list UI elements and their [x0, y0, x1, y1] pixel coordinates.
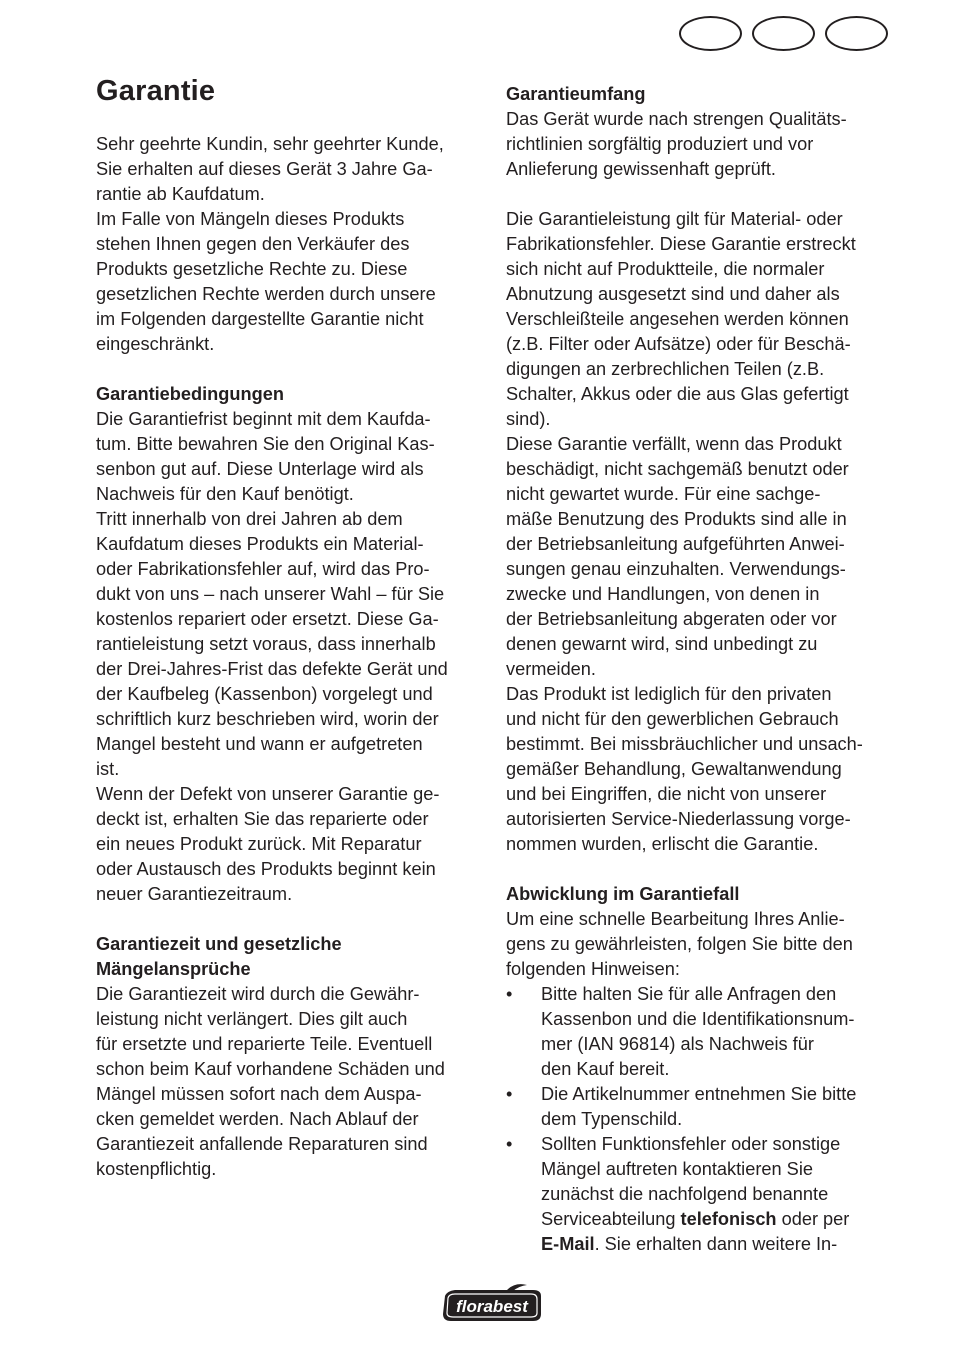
text-line: ist. — [96, 759, 120, 779]
text-line — [541, 1207, 896, 1232]
emphasis-telefonisch: telefonisch — [680, 1209, 777, 1229]
text-line: dukt von uns – nach unserer Wahl – für Sie — [96, 584, 445, 604]
text-line: gemäßer Behandlung, Gewaltanwendung — [506, 759, 842, 779]
text-line: richtlinien sorgfältig produziert und vor — [506, 134, 814, 154]
instruction-list — [506, 982, 896, 1257]
text-line: beschädigt, nicht sachgemäß benutzt oder — [506, 459, 849, 479]
text-line: Das Gerät wurde nach strengen Qualitäts- — [506, 109, 847, 129]
text-line: leistung nicht verlängert. Dies gilt auch — [96, 1009, 408, 1029]
text-line: Schalter, Akkus oder die aus Glas gefertigt — [506, 384, 849, 404]
text-line: autorisierten Service-Niederlassung vorge- — [506, 809, 851, 829]
text-line: der Betriebsanleitung aufgeführten Anwei- — [506, 534, 845, 554]
text-line: rantieleistung setzt voraus, dass innerhalb — [96, 634, 436, 654]
text-line: Anlieferung gewissenhaft geprüft. — [506, 159, 776, 179]
language-badges — [679, 16, 889, 51]
section-heading: Mängelansprüche — [96, 959, 251, 979]
list-item — [506, 982, 896, 1082]
intro-paragraph — [96, 132, 484, 357]
section-heading: Garantieumfang — [506, 84, 646, 104]
text-line: Diese Garantie verfällt, wenn das Produkt — [506, 434, 842, 454]
text-line: vermeiden. — [506, 659, 596, 679]
scope-details — [506, 207, 896, 857]
text-line: bestimmt. Bei missbräuchlicher und unsach- — [506, 734, 863, 754]
bullet-icon: • — [506, 1084, 513, 1104]
text-line: dem Typenschild. — [541, 1109, 683, 1129]
handling-section — [506, 882, 896, 1257]
conditions-section — [96, 382, 484, 907]
text-line: ein neues Produkt zurück. Mit Reparatur — [96, 834, 422, 854]
text-line: Mangel besteht und wann er aufgetreten — [96, 734, 423, 754]
list-item — [506, 1082, 896, 1132]
text-line: neuer Garantiezeitraum. — [96, 884, 293, 904]
language-badge-2 — [752, 16, 815, 51]
text-line: tum. Bitte bewahren Sie den Original Kas- — [96, 434, 435, 454]
language-badge-1 — [679, 16, 742, 51]
text-line: Im Falle von Mängeln dieses Produkts — [96, 209, 405, 229]
text-line: schon beim Kauf vorhandene Schäden und — [96, 1059, 445, 1079]
logo-wordmark: florabest — [456, 1297, 528, 1316]
text-line: cken gemeldet werden. Nach Ablauf der — [96, 1109, 419, 1129]
text-line: digungen an zerbrechlichen Teilen (z.B. — [506, 359, 825, 379]
text-line: Produkts gesetzliche Rechte zu. Diese — [96, 259, 408, 279]
text-line: Die Artikelnummer entnehmen Sie bitte — [541, 1084, 857, 1104]
period-section — [96, 932, 484, 1182]
text-line: den Kauf bereit. — [541, 1059, 670, 1079]
text-line: zwecke und Handlungen, von denen in — [506, 584, 820, 604]
text-line: im Folgenden dargestellte Garantie nicht — [96, 309, 424, 329]
text-line: Verschleißteile angesehen werden können — [506, 309, 849, 329]
text-span: Serviceabteilung — [541, 1209, 681, 1229]
text-line: nicht gewartet wurde. Für eine sachge- — [506, 484, 821, 504]
language-badge-3 — [825, 16, 888, 51]
text-line: und bei Eingriffen, die nicht von unserer — [506, 784, 827, 804]
text-line: denen gewarnt wird, sind unbedingt zu — [506, 634, 818, 654]
text-line: oder Fabrikationsfehler auf, wird das Pro- — [96, 559, 430, 579]
bullet-icon: • — [506, 984, 513, 1004]
text-line: Um eine schnelle Bearbeitung Ihres Anlie- — [506, 909, 845, 929]
text-line: kostenlos repariert oder ersetzt. Diese Ga- — [96, 609, 439, 629]
text-span: oder per — [776, 1209, 850, 1229]
text-line: Nachweis für den Kauf benötigt. — [96, 484, 354, 504]
text-line: Sehr geehrte Kundin, sehr geehrter Kunde, — [96, 134, 444, 154]
text-line: eingeschränkt. — [96, 334, 215, 354]
text-line: zunächst die nachfolgend benannte — [541, 1184, 829, 1204]
text-line: Kassenbon und die Identifikationsnum- — [541, 1009, 855, 1029]
text-line: mer (IAN 96814) als Nachweis für — [541, 1034, 814, 1054]
text-line: Sollten Funktionsfehler oder sonstige — [541, 1134, 841, 1154]
text-line: Tritt innerhalb von drei Jahren ab dem — [96, 509, 403, 529]
text-line: gesetzlichen Rechte werden durch unsere — [96, 284, 436, 304]
bullet-icon: • — [506, 1134, 513, 1154]
text-line — [541, 1232, 896, 1257]
text-line: kostenpflichtig. — [96, 1159, 217, 1179]
text-line: mäße Benutzung des Produkts sind alle in — [506, 509, 847, 529]
text-line: sich nicht auf Produktteile, die normaler — [506, 259, 825, 279]
text-line: stehen Ihnen gegen den Verkäufer des — [96, 234, 410, 254]
text-line: nommen wurden, erlischt die Garantie. — [506, 834, 819, 854]
florabest-logo-graphic — [437, 1284, 549, 1326]
section-heading: Garantiebedingungen — [96, 384, 284, 404]
text-line: Abnutzung ausgesetzt sind und daher als — [506, 284, 840, 304]
text-line: Garantiezeit anfallende Reparaturen sind — [96, 1134, 428, 1154]
text-line: sungen genau einzuhalten. Verwendungs- — [506, 559, 846, 579]
section-heading: Garantiezeit und gesetzliche — [96, 934, 342, 954]
text-line: der Kaufbeleg (Kassenbon) vorgelegt und — [96, 684, 433, 704]
text-line: senbon gut auf. Diese Unterlage wird als — [96, 459, 424, 479]
text-line: deckt ist, erhalten Sie das reparierte oder — [96, 809, 429, 829]
text-line: Mängel müssen sofort nach dem Auspa- — [96, 1084, 422, 1104]
scope-section — [506, 82, 896, 182]
text-line: Die Garantieleistung gilt für Material- oder — [506, 209, 843, 229]
text-line: rantie ab Kaufdatum. — [96, 184, 265, 204]
text-line: Fabrikationsfehler. Diese Garantie erstreckt — [506, 234, 856, 254]
text-line: Mängel auftreten kontaktieren Sie — [541, 1159, 813, 1179]
text-line: der Betriebsanleitung abgeraten oder vor — [506, 609, 837, 629]
text-span: . Sie erhalten dann weitere In- — [594, 1234, 838, 1254]
text-line: für ersetzte und reparierte Teile. Eventuell — [96, 1034, 433, 1054]
text-line: Das Produkt ist lediglich für den privaten — [506, 684, 832, 704]
text-line: schriftlich kurz beschrieben wird, worin der — [96, 709, 439, 729]
text-line: der Drei-Jahres-Frist das defekte Gerät und — [96, 659, 448, 679]
text-line: Die Garantiezeit wird durch die Gewähr- — [96, 984, 420, 1004]
text-line: oder Austausch des Produkts beginnt kein — [96, 859, 436, 879]
text-line: gens zu gewährleisten, folgen Sie bitte den — [506, 934, 853, 954]
text-line: Sie erhalten auf dieses Gerät 3 Jahre Ga- — [96, 159, 433, 179]
text-line: Kaufdatum dieses Produkts ein Material- — [96, 534, 424, 554]
emphasis-email: E-Mail — [541, 1234, 595, 1254]
text-line: Die Garantiefrist beginnt mit dem Kaufda- — [96, 409, 431, 429]
text-line: Bitte halten Sie für alle Anfragen den — [541, 984, 837, 1004]
text-line: und nicht für den gewerblichen Gebrauch — [506, 709, 839, 729]
section-heading: Abwicklung im Garantiefall — [506, 884, 740, 904]
text-line: folgenden Hinweisen: — [506, 959, 680, 979]
text-line: sind). — [506, 409, 551, 429]
list-item — [506, 1132, 896, 1257]
page-title: Garantie — [96, 75, 216, 107]
florabest-logo — [437, 1284, 549, 1326]
text-line: Wenn der Defekt von unserer Garantie ge- — [96, 784, 440, 804]
text-line: (z.B. Filter oder Aufsätze) oder für Beschä- — [506, 334, 851, 354]
